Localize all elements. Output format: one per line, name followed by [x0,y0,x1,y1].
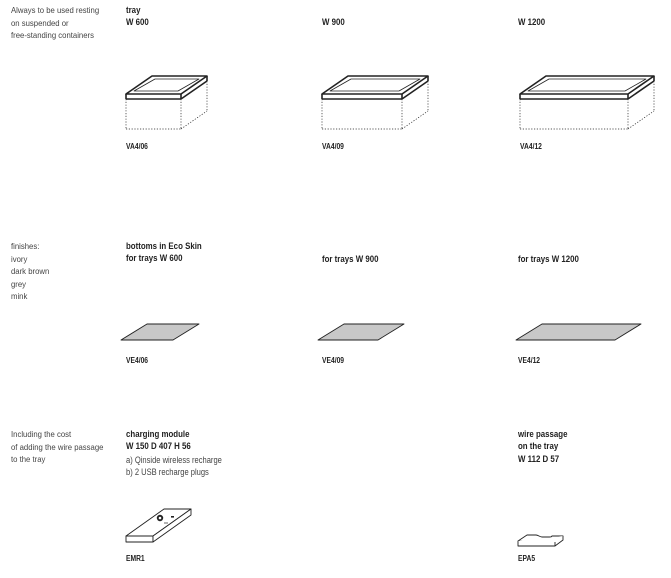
charging-module-details: a) Qinside wireless recharge b) 2 USB recharge plugs [126,455,222,478]
tray-w600-code: VA4/06 [126,142,148,151]
bottom-w900-heading: for trays W 900 [322,253,379,264]
tray-note: Always to be used resting on suspended or free-standing containers [11,5,100,41]
bottom-w1200-code: VE4/12 [518,356,541,365]
bottom-w600-code: VE4/06 [126,356,149,365]
tray-w1200-code: VA4/12 [520,142,542,151]
finishes-note: finishes: ivory dark brown grey mink [11,241,50,302]
tray-w1200-heading: W 1200 [518,16,546,27]
charging-module-code: EMR1 [126,554,145,563]
bottom-w900-code: VE4/09 [322,356,345,365]
tray-w900-heading: W 900 [322,16,345,27]
wire-passage-note: Including the cost of adding the wire passage to the tray [11,429,104,465]
wire-passage-code: EPA5 [518,554,536,563]
bottom-w1200-heading: for trays W 1200 [518,253,579,264]
tray-w600-heading: tray W 600 [126,4,149,28]
wire-passage-heading: wire passage on the tray W 112 D 57 [518,428,568,464]
tray-w900-code: VA4/09 [322,142,344,151]
bottom-w600-heading: bottoms in Eco Skin for trays W 600 [126,240,202,264]
charging-module-heading: charging module W 150 D 407 H 56 [126,428,191,452]
